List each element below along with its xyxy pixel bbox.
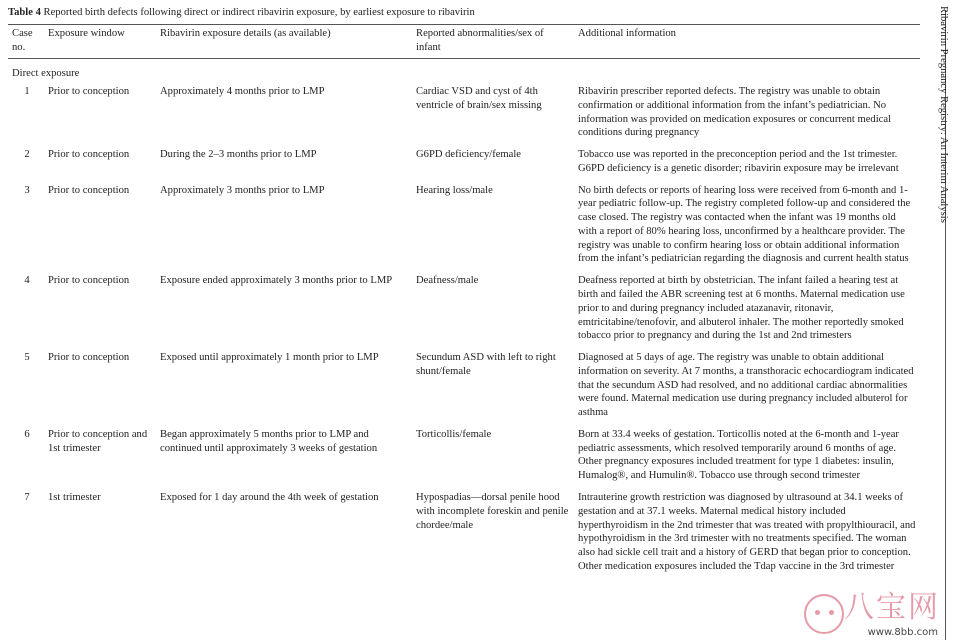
exposure-details-cell: Exposed until approximately 1 month prior to LMP	[160, 352, 379, 364]
table-header-row	[8, 24, 920, 59]
additional-info-cell: Diagnosed at 5 days of age. The registry was unable to obtain additional information on severity. At 7 months, a transthoracic echocardiogram indicated that the secundum ASD had resolved, and no additional cardiac abnormalities were found. Maternal medication use during pregnancy included albuterol for asthma	[578, 352, 914, 419]
abnormality-cell: Torticollis/female	[416, 428, 492, 440]
abnormality-cell: G6PD deficiency/female	[416, 149, 522, 161]
abnormality-cell: Secundum ASD with left to right shunt/female	[416, 352, 556, 377]
exposure-window-cell: Prior to conception	[48, 86, 130, 98]
column-header-abnormality: Reported abnormalities/sex of infant	[416, 27, 544, 53]
watermark-text: 八宝网	[844, 590, 940, 625]
exposure-details-cell: Began approximately 5 months prior to LMP and continued until approximately 3 weeks of gestation	[160, 428, 378, 454]
table-caption	[8, 6, 926, 20]
watermark-logo	[796, 588, 946, 640]
table-row	[8, 85, 920, 148]
column-header-details: Ribavirin exposure details (as available)	[160, 27, 331, 39]
exposure-details-cell: During the 2–3 months prior to LMP	[160, 149, 317, 161]
exposure-details-cell: Exposure ended approximately 3 months prior to LMP	[160, 275, 393, 287]
table-caption-label: Table 4	[8, 7, 41, 18]
case-number-cell: 1	[24, 86, 30, 98]
column-header-window: Exposure window	[48, 27, 125, 39]
exposure-window-cell: Prior to conception	[48, 184, 130, 196]
exposure-window-cell: Prior to conception and 1st trimester	[48, 428, 148, 454]
exposure-details-cell: Exposed for 1 day around the 4th week of gestation	[160, 491, 379, 503]
abnormality-cell: Deafness/male	[416, 275, 479, 287]
abnormality-cell: Cardiac VSD and cyst of 4th ventricle of brain/sex missing	[416, 86, 542, 111]
additional-info-cell: Ribavirin prescriber reported defects. The registry was unable to obtain confirmation or additional information from the infant’s pediatrician. No information was provided on medication exposures or concurrent medical conditions during pregnancy	[578, 86, 892, 139]
birth-defects-table	[8, 24, 920, 582]
document-page	[8, 6, 926, 642]
additional-info-cell: No birth defects or reports of hearing loss were received from 6-month and 1-year pediatric follow-up. The registry completed follow-up and considered the case closed. The registry was contacted when the infant was 19 months old with a report of 80% hearing loss, unconfirmed by a healthcare provider. The registry was unable to confirm hearing loss or obtain additional information from the infant’s pediatrician regarding the diagnosis and current health status	[578, 184, 911, 265]
case-number-cell: 4	[24, 275, 30, 287]
table-row	[8, 274, 920, 351]
case-number-cell: 2	[24, 149, 30, 161]
table-row	[8, 428, 920, 491]
case-number-cell: 6	[24, 428, 30, 440]
side-running-title-text: Ribavirin Pregnancy Registry: An Interim Analysis	[938, 6, 949, 223]
exposure-details-cell: Approximately 3 months prior to LMP	[160, 184, 325, 196]
table-row	[8, 351, 920, 428]
column-header-case: Case no.	[12, 27, 33, 53]
exposure-window-cell: Prior to conception	[48, 275, 130, 287]
side-running-title	[932, 6, 950, 426]
exposure-window-cell: Prior to conception	[48, 352, 130, 364]
table-row	[8, 148, 920, 184]
exposure-details-cell: Approximately 4 months prior to LMP	[160, 86, 325, 98]
exposure-window-cell: Prior to conception	[48, 149, 130, 161]
additional-info-cell: Born at 33.4 weeks of gestation. Torticollis noted at the 6-month and 1-year pediatric assessments, which resolved temporarily around 6 months of age. Other pregnancy exposures included treatment for type 1 diabetes: insulin, Humalog®, and Humulin®. Tobacco use through second trimester	[578, 428, 899, 482]
abnormality-cell: Hearing loss/male	[416, 184, 493, 196]
exposure-window-cell: 1st trimester	[48, 491, 101, 503]
table-row	[8, 184, 920, 275]
abnormality-cell: Hypospadias—dorsal penile hood with incomplete foreskin and penile chordee/male	[416, 491, 569, 531]
additional-info-cell: Intrauterine growth restriction was diagnosed by ultrasound at 34.1 weeks of gestation and at 37.1 weeks. Maternal medical history included hyperthyroidism in the 2nd trimester that was treated with propylthiouracil, and hypothyroidism in the 3rd trimester with no treatments specified. The woman also had sickle cell trait and a history of GERD that began prior to conception. Other medication exposures included the Tdap vaccine in the 3rd trimester	[578, 491, 916, 572]
case-number-cell: 7	[24, 491, 30, 503]
additional-info-cell: Deafness reported at birth by obstetrician. The infant failed a hearing test at birth and failed the ABR screening test at 6 months. Maternal medication use prior to and during pregnancy included atazanavir, ritonavir, emtricitabine/tenofovir, and albuterol inhaler. The mother reportedly smoked tobacco prior to pregnancy and during the 1st and 2nd trimesters	[578, 275, 905, 342]
table-caption-text: Reported birth defects following direct or indirect ribavirin exposure, by earliest exposure to ribavirin	[43, 7, 475, 18]
section-row	[8, 59, 920, 85]
section-label: Direct exposure	[12, 68, 80, 80]
table-row	[8, 491, 920, 582]
case-number-cell: 5	[24, 352, 30, 364]
column-header-info: Additional information	[578, 27, 676, 39]
watermark-face-icon	[804, 594, 844, 634]
additional-info-cell: Tobacco use was reported in the preconception period and the 1st trimester. G6PD deficiency is a genetic disorder; ribavirin exposure may be irrelevant	[578, 149, 899, 174]
case-number-cell: 3	[24, 184, 30, 196]
watermark-url: www.8bb.com	[867, 627, 938, 638]
